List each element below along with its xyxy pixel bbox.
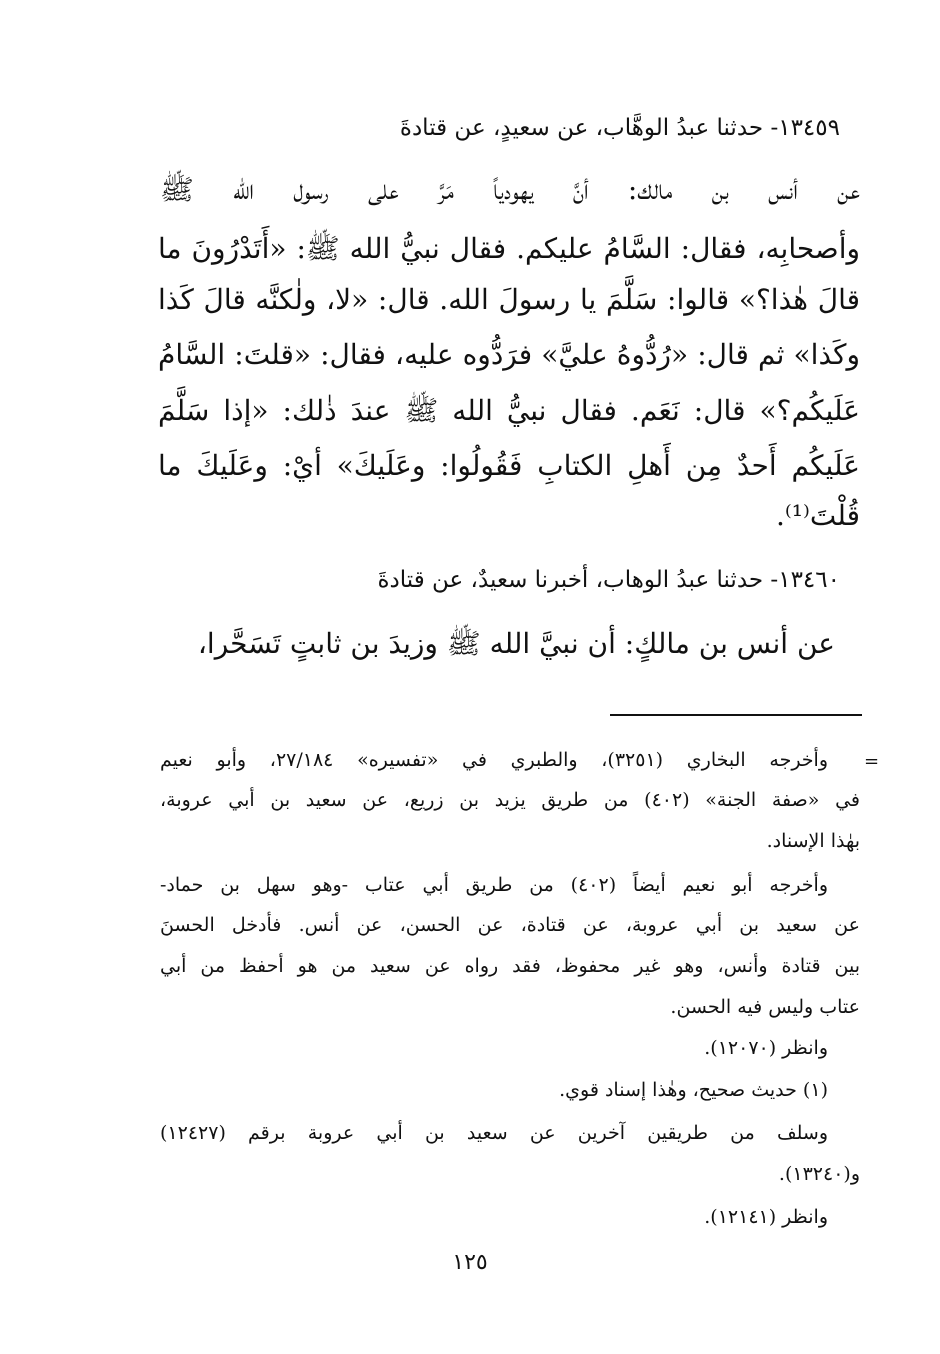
footnote-line: وأخرجه البخاري (٣٢٥١)، والطبري في «تفسيره» ٢٧/١٨٤، وأبو نعيم bbox=[160, 749, 829, 771]
hadith-text-line: عن أنس بن مالك: أنَّ يهودياً مَرَّ على رسول الله ﷺ bbox=[160, 173, 860, 206]
footnote-line: في «صفة الجنة» (٤٠٢) من طريق يزيد بن زريع، عن سعيد بن أبي عروبة، bbox=[160, 789, 860, 811]
footnote-line: وأخرجه أبو نعيم أيضاً (٤٠٢) من طريق أبي عتاب -وهو سهل بن حماد- bbox=[160, 874, 828, 896]
footnote-line: بهٰذا الإسناد. bbox=[766, 830, 860, 852]
hadith-text-line: وكَذا» ثم قال: «رُدُّوهُ عليَّ» فرَدُّوه عليه، فقال: «قلتَ: السَّامُ bbox=[158, 338, 860, 371]
footnote-line: وانظر (١٢٠٧٠). bbox=[704, 1037, 828, 1059]
footnote-line: (١) حديث صحيح، وهٰذا إسناد قوي. bbox=[559, 1079, 828, 1101]
footnote-line: بين قتادة وأنس، وهو غير محفوظ، فقد رواه عن سعيد من هو أحفظ من أبي bbox=[160, 955, 860, 977]
footnote-line: عن سعيد بن أبي عروبة، عن قتادة، عن الحسن، عن أنس. فأدخل الحسنَ bbox=[160, 914, 860, 936]
hadith-heading: ١٣٤٥٩- حدثنا عبدُ الوهَّاب، عن سعيدٍ، عن قتادةَ bbox=[399, 115, 840, 141]
footnote-line: عتاب وليس فيه الحسن. bbox=[670, 996, 860, 1018]
page-number: ١٢٥ bbox=[452, 1250, 488, 1275]
hadith-text-line: وأصحابِه، فقال: السَّامُ عليكم. فقال نبيُّ الله ﷺ: «أَتَدْرُونَ ما bbox=[158, 232, 860, 265]
footnote-line: وسلف من طريقين آخرين عن سعيد بن أبي عروبة برقم (١٢٤٢٧) bbox=[160, 1122, 828, 1144]
footnote-separator bbox=[610, 714, 862, 716]
hadith-text-line: عَلَيكُم أَحدٌ مِن أَهلِ الكتابِ فَقُولُوا: وعَلَيكَ» أيْ: وعَلَيكَ ما bbox=[158, 449, 860, 482]
hadith-text-line: قالَ هٰذا؟» قالوا: سَلَّمَ يا رسولَ الله. قال: «لا، ولٰكنَّه قالَ كَذا bbox=[158, 283, 860, 316]
footnote-line: و(١٣٢٤٠). bbox=[778, 1163, 860, 1185]
hadith-heading: ١٣٤٦٠- حدثنا عبدُ الوهاب، أخبرنا سعيدٌ، عن قتادةَ bbox=[377, 567, 840, 593]
hadith-text-line: عن أنس بن مالكٍ: أن نبيَّ الله ﷺ وزيدَ بن ثابتٍ تَسَحَّرا، bbox=[197, 627, 835, 660]
hadith-text-line: عَلَيكُم؟» قال: نَعَم. فقال نبيُّ الله ﷺ عندَ ذٰلك: «إذا سَلَّمَ bbox=[158, 394, 860, 427]
hadith-text-line: قُلْتَ⁽¹⁾. bbox=[775, 499, 860, 532]
footnote-line: وانظر (١٢١٤١). bbox=[704, 1206, 828, 1228]
footnote-continuation-mark: = bbox=[864, 751, 880, 772]
